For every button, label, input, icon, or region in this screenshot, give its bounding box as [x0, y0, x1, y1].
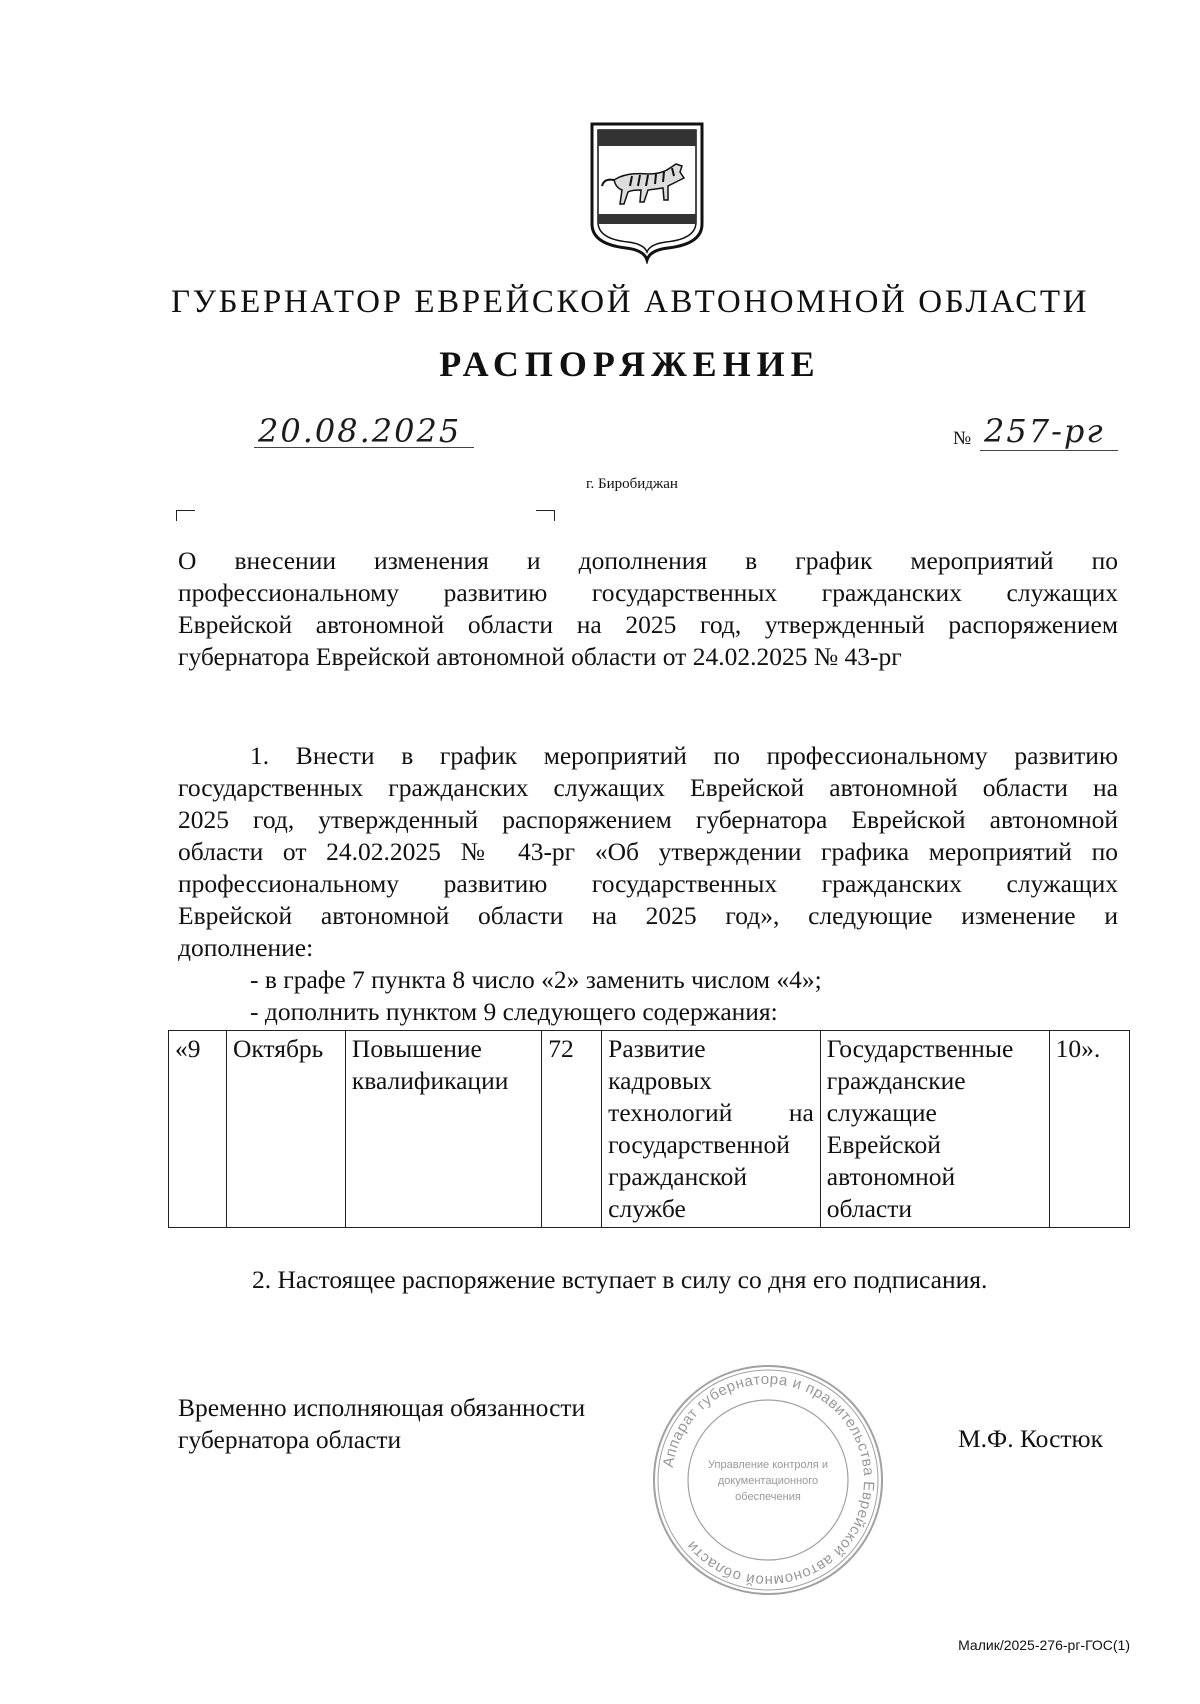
table-row [169, 1031, 1130, 1228]
schedule-table [168, 1030, 1130, 1228]
signer-name: М.Ф. Костюк [958, 1424, 1103, 1453]
title-line: О внесении изменения и дополнения в график мероприятий по [178, 546, 1118, 575]
cell-training-type: Повышение квалификации [345, 1031, 541, 1228]
document-code: Малик/2025-276-рг-ГОС(1) [958, 1637, 1130, 1653]
cell-topic: Развитие кадровых технологий на государственной гражданской службе [602, 1031, 821, 1228]
paragraph-line: 1. Внести в график мероприятий по профессиональному развитию [250, 741, 1118, 770]
document-type-heading: РАСПОРЯЖЕНИЕ [439, 344, 821, 384]
paragraph-line: дополнение: [178, 933, 314, 962]
handwritten-date: 20.08.2025 [258, 412, 462, 450]
paragraph-line: профессиональному развитию государственных гражданских служащих [178, 869, 1118, 898]
handwritten-number: 257-рг [984, 412, 1105, 450]
title-corner-mark-left [176, 510, 195, 521]
paragraph-line: Еврейской автономной области на 2025 год», следующие изменение и [178, 901, 1118, 930]
city-label: г. Биробиджан [586, 476, 678, 492]
coat-of-arms-emblem [588, 120, 706, 264]
cell-number: «9 [169, 1031, 227, 1228]
stamp-center-line: Управление контроля и [708, 1459, 828, 1471]
list-item: - в графе 7 пункта 8 число «2» заменить числом «4»; [250, 965, 822, 994]
title-line: Еврейской автономной области на 2025 год, утвержденный распоряжением [178, 610, 1118, 639]
issuing-authority: ГУБЕРНАТОР ЕВРЕЙСКОЙ АВТОНОМНОЙ ОБЛАСТИ [170, 284, 1090, 320]
stamp-center-line: обеспечения [735, 1491, 801, 1503]
list-item: - дополнить пунктом 9 следующего содержания: [250, 997, 778, 1026]
stamp-ring-text: Аппарат губернатора и правительства Еврейской автономной области [659, 1370, 878, 1590]
paragraph-line: 2025 год, утвержденный распоряжением губернатора Еврейской автономной [178, 805, 1118, 834]
paragraph-line: государственных гражданских служащих Еврейской автономной области на [178, 773, 1118, 802]
number-sign: № [953, 428, 972, 449]
official-stamp [648, 1360, 888, 1600]
stamp-center-line: документационного [717, 1475, 819, 1487]
title-corner-mark-right [536, 510, 555, 521]
cell-month: Октябрь [226, 1031, 345, 1228]
signer-position [178, 1392, 585, 1456]
cell-hours: 72 [542, 1031, 602, 1228]
paragraph-2: 2. Настоящее распоряжение вступает в силу со дня его подписания. [252, 1265, 988, 1294]
signer-position-line: Временно исполняющая обязанности [178, 1393, 586, 1422]
cell-count: 10». [1049, 1031, 1129, 1228]
number-underline [980, 450, 1118, 451]
date-underline [254, 447, 474, 448]
paragraph-line: области от 24.02.2025 № 43-рг «Об утверждении графика мероприятий по [178, 837, 1118, 866]
title-line: профессиональному развитию государственных гражданских служащих [178, 578, 1118, 607]
cell-audience: Государственные гражданские служащие Еврейской автономной области [820, 1031, 1049, 1228]
signer-position-line: губернатора области [178, 1425, 402, 1454]
title-line: губернатора Еврейской автономной области от 24.02.2025 № 43-рг [178, 642, 902, 671]
